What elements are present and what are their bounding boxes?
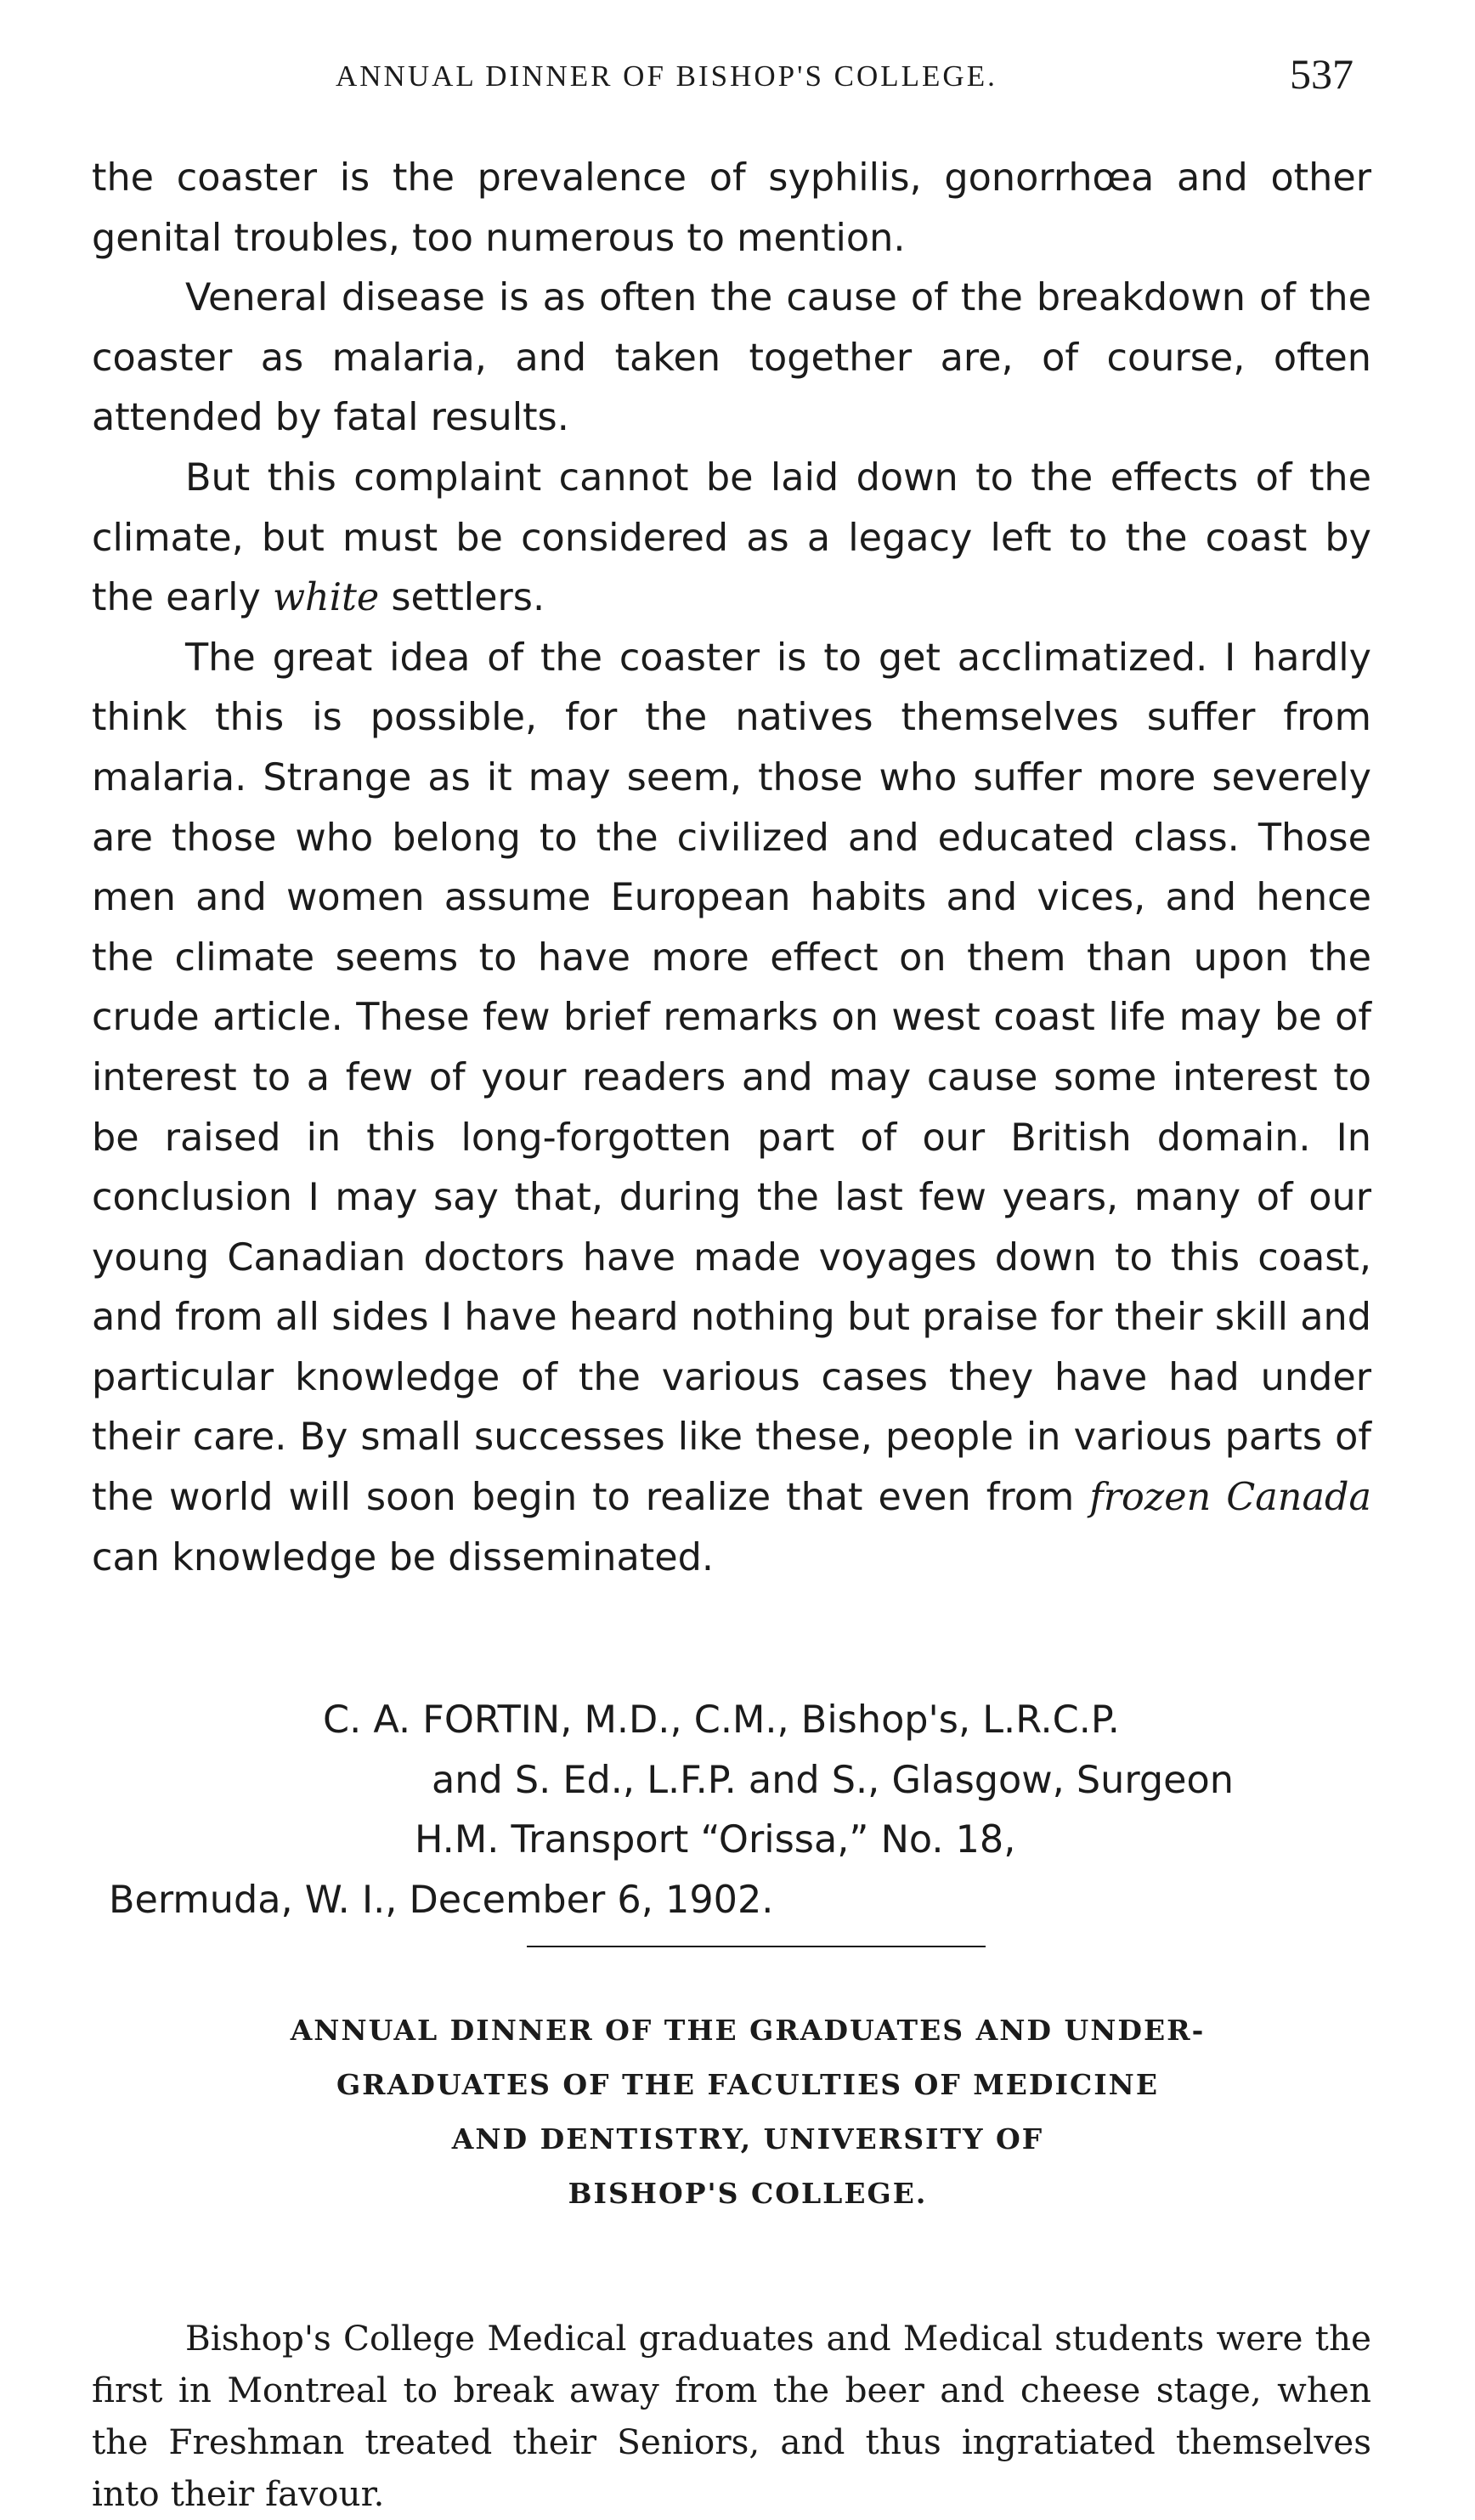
paragraph-4: [92, 629, 1371, 1589]
signature-line-2: and S. Ed., L.F.P. and S., Glasgow, Surgeon: [432, 1758, 1234, 1802]
paragraph-4-italic-canada: Canada: [1226, 1476, 1371, 1520]
section-paragraph-1: Bishop's College Medical graduates and Medical students were the first in Montreal to break away from the beer and cheese stage, when the Freshman treated their Seniors, and thus ingratiated themselves into their favour.: [92, 2318, 1371, 2514]
signature-line-1: C. A. FORTIN, M.D., C.M., Bishop's, L.R.C.P.: [323, 1698, 1120, 1742]
running-header: ANNUAL DINNER OF BISHOP'S COLLEGE.: [336, 59, 997, 93]
paragraph-4-text-a: The great idea of the coaster is to get acclimatized. I hardly think this is possible, for the natives themselves suffer from malaria. Strange as it may seem, those who suffer more severely are those who belong to the civilized and educated class. Those men and women assume European habits and vices, and hence the climate seems to have more effect on them than upon the crude article. These few brief remarks on west coast life may be of interest to a few of your readers and may cause some interest to be raised in this long-forgotten part of our British domain. In conclusion I may say that, during the last few years, many of our young Canadian doctors have made voyages down to this coast, and from all sides I have heard nothing but praise for their skill and particular knowledge of the various cases they have had under their care. By small successes like these, people in various parts of the world will soon begin to realize that even from: [92, 636, 1371, 1520]
paragraph-3: [92, 449, 1371, 629]
paragraph-4-italic-frozen: frozen: [1089, 1476, 1212, 1520]
page-number: 537: [1290, 50, 1353, 98]
signature-line-3: H.M. Transport “Orissa,” No. 18,: [415, 1818, 1016, 1862]
section-heading-line-3: AND DENTISTRY, UNIVERSITY OF: [451, 2122, 1044, 2156]
signature-block: [92, 1691, 1371, 1930]
paragraph-2: Veneral disease is as often the cause of the breakdown of the coaster as malaria, and taken together are, of course, often attended by fatal results.: [92, 276, 1371, 440]
paragraph-3-text-a: But this complaint cannot be laid down to the effects of the climate, but must be considered as a legacy left to the coast by the early: [92, 455, 1371, 620]
section-heading: [119, 2003, 1376, 2221]
signature-line-4: Bermuda, W. I., December 6, 1902.: [109, 1878, 774, 1922]
article-body: [92, 149, 1371, 1588]
paragraph-4-text-c: can knowledge be disseminated.: [92, 1535, 714, 1579]
paragraph-3-italic: white: [272, 576, 380, 620]
section-body: [92, 2313, 1371, 2520]
paragraph-4-space: [1211, 1476, 1226, 1519]
section-divider: [527, 1946, 986, 1947]
paragraph-1: the coaster is the prevalence of syphilis, gonorrhœa and other genital troubles, too numerous to mention.: [92, 156, 1371, 260]
section-heading-line-4: BISHOP'S COLLEGE.: [568, 2177, 928, 2210]
section-heading-line-1: ANNUAL DINNER OF THE GRADUATES AND UNDER-: [290, 2014, 1206, 2047]
section-heading-line-2: GRADUATES OF THE FACULTIES OF MEDICINE: [336, 2068, 1159, 2101]
paragraph-3-text-b: settlers.: [379, 576, 545, 620]
